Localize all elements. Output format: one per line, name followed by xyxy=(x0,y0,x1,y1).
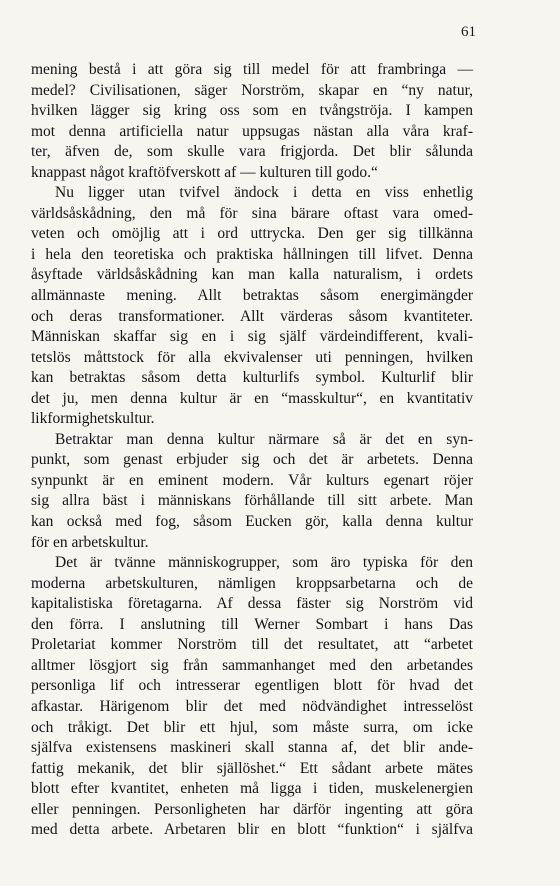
paragraph xyxy=(31,183,473,430)
text-line: personliga lif och intresserar egentligen blott för hvad det xyxy=(31,677,473,695)
text-line: alltmer lösgjort sig från sammanhanget med den arbetandes xyxy=(31,656,473,674)
text-line: veten och omöjlig att i ord uttrycka. Den ger sig tillkänna xyxy=(31,225,473,243)
body-text xyxy=(31,60,473,841)
text-line: kan betraktas såsom detta kulturlifs symbol. Kulturlif blir xyxy=(31,369,473,387)
page-number: 61 xyxy=(461,24,476,40)
text-line: kapitalistiska företagarna. Af dessa fäster sig Norström vid xyxy=(31,595,473,613)
text-line: Nu ligger utan tvifvel ändock i detta en viss enhetlig xyxy=(55,184,473,202)
text-line: synpunkt är en eminent modern. Vår kulturs egenart röjer xyxy=(31,471,473,489)
text-line: fattig mekanik, det blir själlöshet.“ Ett sådant arbete mätes xyxy=(31,759,473,777)
text-line: Betraktar man denna kultur närmare så är det en syn- xyxy=(55,430,473,448)
text-line: punkt, som genast erbjuder sig och det är arbetets. Denna xyxy=(31,451,473,469)
text-line: likformighetskultur. xyxy=(31,410,155,428)
text-line: moderna arbetskulturen, nämligen kroppsarbetarna och de xyxy=(31,574,473,592)
text-line: för en arbetskultur. xyxy=(31,533,149,551)
paragraph xyxy=(31,553,473,841)
text-line: hvilken lägger sig kring oss som en tvångströja. I kampen xyxy=(31,102,473,120)
text-line: Det är tvänne människogrupper, som äro typiska för den xyxy=(55,554,473,572)
text-line: Proletariat kommer Norström till det resultatet, att “arbetet xyxy=(31,636,473,654)
text-line: Människan skaffar sig en i sig själf värdeindifferent, kvali- xyxy=(31,328,473,346)
text-line: afkastar. Härigenom blir det med nödvändighet intresselöst xyxy=(31,697,473,715)
text-line: det ju, men denna kultur är en “masskultur“, en kvantitativ xyxy=(31,389,473,407)
text-line: den förra. I anslutning till Werner Sombart i hans Das xyxy=(31,615,473,633)
text-line: med detta arbete. Arbetaren blir en blott “funktion“ i själfva xyxy=(31,821,473,839)
text-line: knappast något kraftöfverskott af — kulturen till godo.“ xyxy=(31,163,378,181)
text-line: mening bestå i att göra sig till medel för att frambringa — xyxy=(31,61,473,78)
text-line: kan också med fog, såsom Eucken gör, kalla denna kultur xyxy=(31,513,473,531)
text-line: eller penningen. Personligheten har därför ingenting att göra xyxy=(31,800,473,818)
text-line: världsåskådning, den må för sina bärare oftast vara omed- xyxy=(31,204,473,222)
text-line: mot denna artificiella natur uppsugas nästan alla våra kraf- xyxy=(31,122,473,140)
text-line: tetslös måttstock för alla ekvivalenser uti penningen, hvilken xyxy=(31,348,473,366)
text-line: allmännaste mening. Allt betraktas såsom energimängder xyxy=(31,287,473,305)
text-line: och tråkigt. Det blir ett hjul, som måste surra, om icke xyxy=(31,718,473,736)
text-line: medel? Civilisationen, säger Norström, skapar en “ny natur, xyxy=(31,81,473,99)
paragraph xyxy=(31,60,473,183)
text-line: i hela den teoretiska och praktiska hållningen till lifvet. Denna xyxy=(31,245,473,263)
text-line: och deras transformationer. Allt värderas såsom kvantiteter. xyxy=(31,307,473,325)
text-line: sig allra bäst i människans förhållande till sitt arbete. Man xyxy=(31,492,473,510)
text-line: ter, äfven de, som skulle vara frigjorda. Det blir sålunda xyxy=(31,143,473,161)
paragraph xyxy=(31,430,473,553)
text-line: åsyftade världsåskådning kan man kalla naturalism, i ordets xyxy=(31,266,473,284)
text-line: blott efter kvantitet, enheten må ligga i tiden, muskelenergien xyxy=(31,780,473,798)
text-line: själfva existensens maskineri skall stanna af, det blir ande- xyxy=(31,739,473,757)
